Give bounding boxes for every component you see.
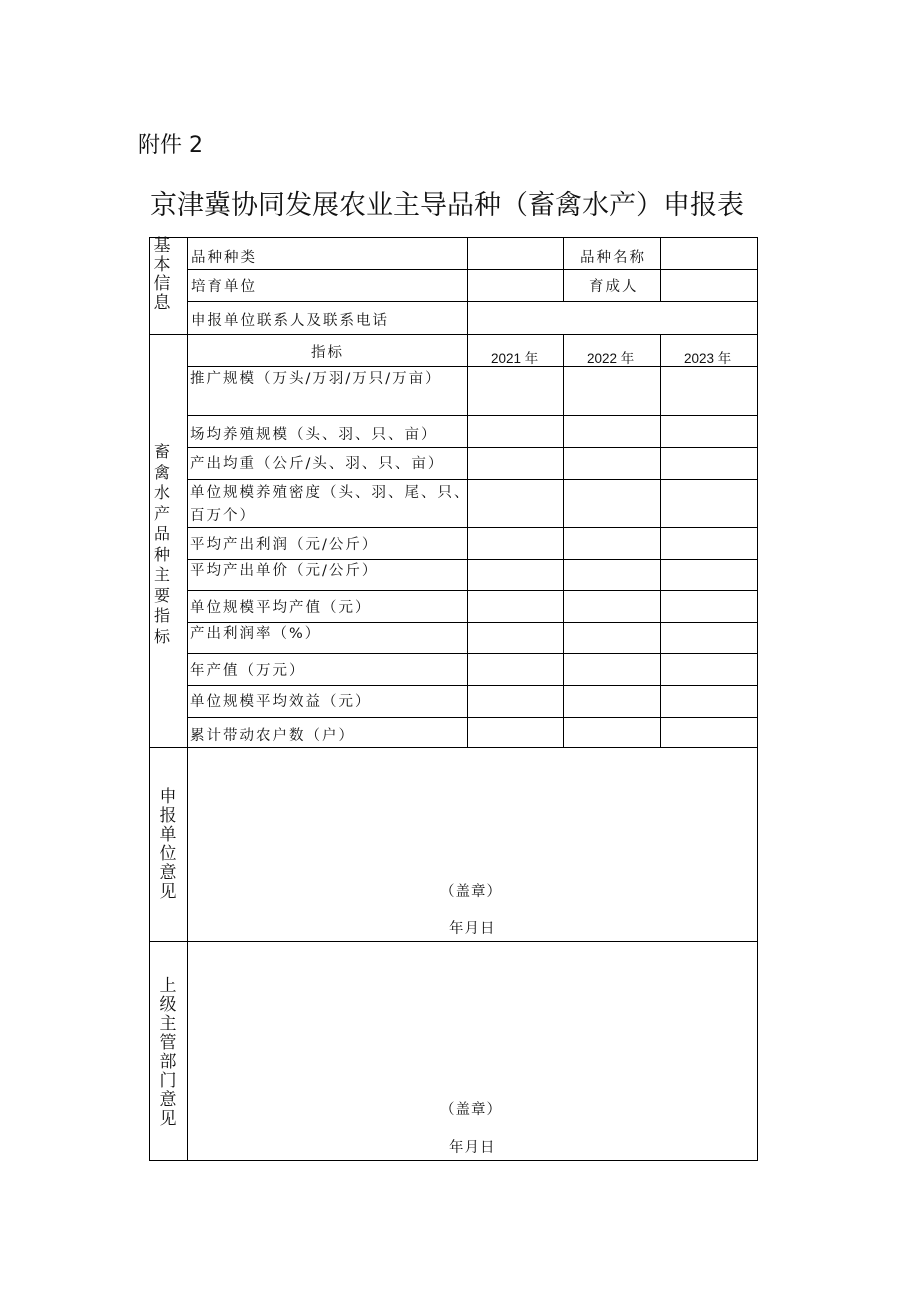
indicator-row-avg-weight: 产出均重（公斤/头、羽、只、亩） <box>190 456 445 472</box>
variety-type-label: 品种种类 <box>191 250 257 266</box>
supervisor-date-label: 年月日 <box>449 1140 496 1156</box>
supervisor-seal-label: （盖章） <box>440 1102 502 1118</box>
indicator-row-farmers-driven: 累计带动农户数（户） <box>190 728 355 744</box>
supervisor-opinion-section-label: 上级主管部门意见 <box>159 976 177 1129</box>
indicator-row-avg-output-value: 单位规模平均产值（元） <box>190 600 372 616</box>
attachment-label: 附件 2 <box>138 133 203 158</box>
indicator-row-avg-price: 平均产出单价（元/公斤） <box>190 563 379 579</box>
variety-name-label: 品种名称 <box>580 250 646 266</box>
indicator-header: 指标 <box>311 345 344 361</box>
indicator-row-avg-benefit: 单位规模平均效益（元） <box>190 694 372 710</box>
year-2023-header: 2023 年 <box>684 351 732 366</box>
indicator-row-avg-profit: 平均产出利润（元/公斤） <box>190 537 379 553</box>
year-2021-header: 2021 年 <box>491 351 539 366</box>
year-2022-header: 2022 年 <box>587 351 635 366</box>
applicant-date-label: 年月日 <box>449 921 496 937</box>
breeder-label: 育成人 <box>589 279 639 295</box>
indicator-row-annual-output: 年产值（万元） <box>190 663 306 679</box>
indicators-section-label: 畜禽水产品种主要指标 <box>153 442 170 646</box>
applicant-seal-label: （盖章） <box>440 884 502 900</box>
indicator-row-profit-rate: 产出利润率（%） <box>190 626 322 642</box>
contact-label: 申报单位联系人及联系电话 <box>191 313 389 329</box>
indicator-row-farm-scale: 场均养殖规模（头、羽、只、亩） <box>190 427 438 443</box>
page-title: 京津冀协同发展农业主导品种（畜禽水产）申报表 <box>150 190 744 221</box>
breeding-unit-label: 培育单位 <box>191 279 257 295</box>
indicator-row-density-line2: 百万个） <box>190 508 256 524</box>
indicator-row-promotion-scale: 推广规模（万头/万羽/万只/万亩） <box>190 371 442 387</box>
basic-info-section-label: 基本信息 <box>153 236 171 313</box>
indicator-row-density-line1: 单位规模养殖密度（头、羽、尾、只、 <box>190 485 471 501</box>
applicant-opinion-section-label: 申报单位意见 <box>159 787 177 902</box>
